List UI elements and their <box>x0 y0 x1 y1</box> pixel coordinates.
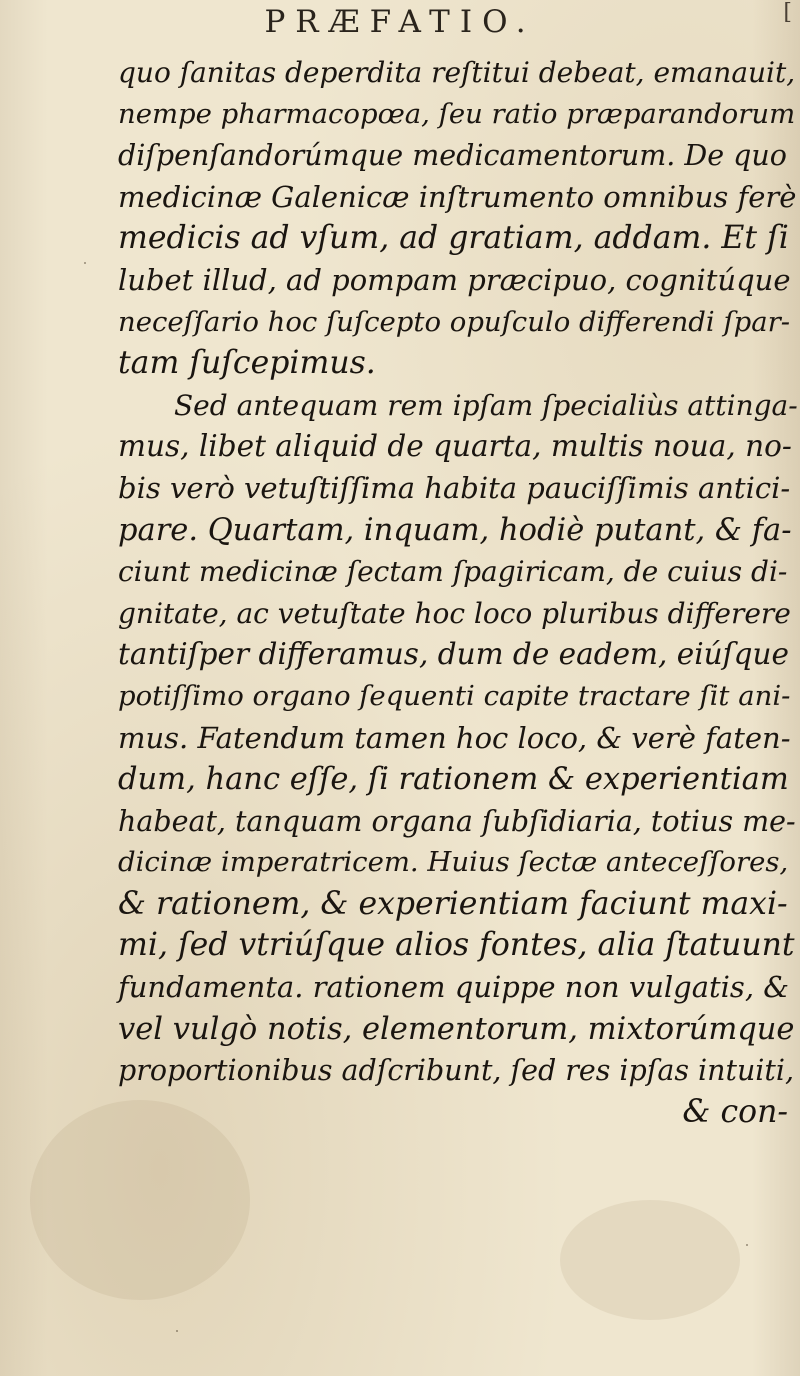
text-line: gnitate, ac vetuſtate hoc loco pluribus differere <box>118 596 791 630</box>
paper-speck <box>84 262 86 264</box>
running-title: PRÆFATIO. <box>264 4 536 40</box>
text-line: mus, libet aliquid de quarta, multis noua, no- <box>118 429 792 464</box>
text-line: medicinæ Galenicæ inſtrumento omnibus ferè <box>118 179 797 214</box>
text-line: ciunt medicinæ ſectam ſpagiricam, de cuius di- <box>118 555 788 589</box>
text-line: diſpenſandorúmque medicamentorum. De quo <box>118 139 787 173</box>
catchword: & con- <box>682 1093 788 1130</box>
body-text <box>118 52 798 1133</box>
text-line: dum, hanc eſſe, ſi rationem & experientiam <box>118 762 789 798</box>
paper-stain <box>560 1200 740 1320</box>
text-line: bis verò vetuſtiſſima habita pauciſſimis antici- <box>118 470 791 505</box>
text-line: dicinæ imperatricem. Huius ſectæ anteceſſores, <box>118 846 789 879</box>
text-line: mus. Fatendum tamen hoc loco, & verè faten- <box>118 720 791 755</box>
paragraph-start-line: Sed antequam rem ipſam ſpecialiùs attinga- <box>174 388 798 422</box>
text-line: habeat, tanquam organa ſubſidiaria, totius me- <box>118 804 796 838</box>
text-line: nempe pharmacopœa, ſeu ratio præparandorum <box>118 97 796 130</box>
paper-speck <box>746 1244 748 1246</box>
text-line: quo ſanitas deperdita reſtitui debeat, emanauit, <box>118 56 796 89</box>
text-line: & rationem, & experientiam faciunt maxi- <box>118 885 788 922</box>
text-line: proportionibus adſcribunt, ſed res ipſas intuiti, <box>118 1054 795 1088</box>
text-line: tam ſuſcepimus. <box>118 345 376 382</box>
text-line: medicis ad vſum, ad gratiam, addam. Et ſi <box>118 220 789 257</box>
text-line: lubet illud, ad pompam præcipuo, cognitúque <box>118 262 791 297</box>
text-line: potiſſimo organo ſequenti capite tractare ſit ani- <box>118 679 791 712</box>
text-line: tantiſper differamus, dum de eadem, eiúſque <box>118 637 789 672</box>
text-line: vel vulgò notis, elementorum, mixtorúmque <box>118 1011 795 1047</box>
text-line: neceſſario hoc ſuſcepto opuſculo differendi ſpar- <box>118 305 791 338</box>
text-line: mi, ſed vtriúſque alios fontes, alia ſtatuunt <box>118 927 795 964</box>
corner-mark: [ <box>783 0 792 25</box>
text-line: pare. Quartam, inquam, hodiè putant, & fa- <box>118 512 792 548</box>
paper-speck <box>176 1330 178 1332</box>
text-line: fundamenta. rationem quippe non vulgatis, & <box>118 970 790 1005</box>
